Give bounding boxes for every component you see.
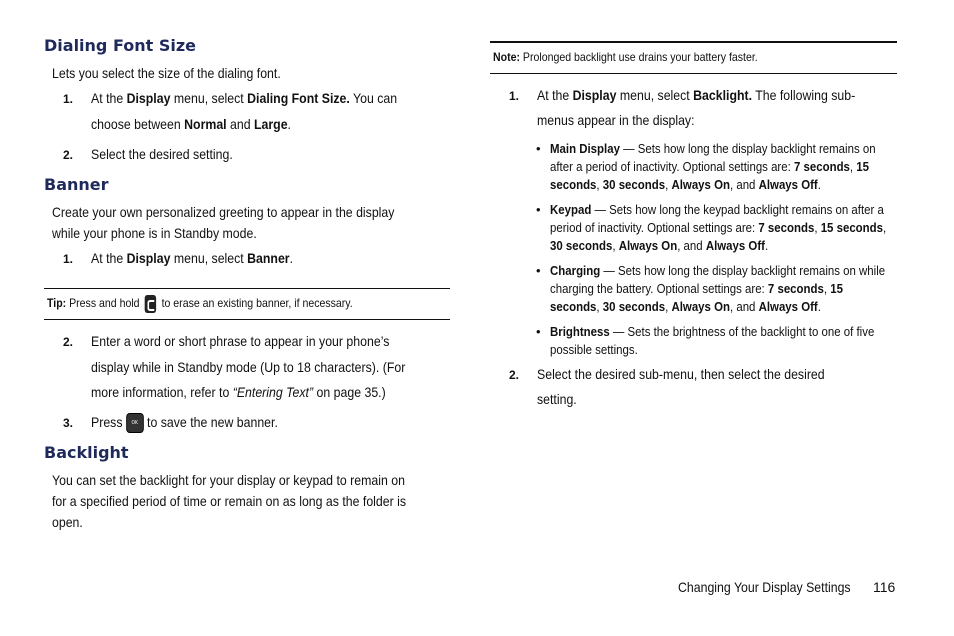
page-number: 116 [873, 579, 896, 595]
banner-step-2-line-1: Enter a word or short phrase to appear in your phone’s [91, 333, 390, 349]
step-number: 1. [509, 89, 520, 103]
banner-step-1: At the Display menu, select Banner. [91, 250, 294, 266]
clear-key-icon [145, 295, 156, 313]
dialing-intro: Lets you select the size of the dialing font. [52, 65, 281, 81]
tip-bottom-rule [44, 319, 450, 320]
banner-intro-line-1: Create your own personalized greeting to appear in the display [52, 204, 395, 220]
bullet-brightness: • Brightness — Sets the brightness of the backlight to one of five possible settings. [536, 324, 875, 357]
backlight-intro-line-1: You can set the backlight for your display or keypad to remain on [52, 472, 405, 488]
bullet-dot: • [536, 324, 541, 339]
dialing-step-2: Select the desired setting. [91, 146, 233, 162]
heading-backlight: Backlight [44, 443, 129, 462]
backlight-step-2-line-2: setting. [537, 391, 577, 407]
dialing-step-1-line-1: At the Display menu, select Dialing Font Size. You can [91, 90, 398, 106]
bullet-dot: • [536, 141, 541, 156]
backlight-intro-line-3: open. [52, 514, 83, 530]
banner-step-2-line-2: display while in Standby mode (Up to 18 characters). (For [91, 359, 406, 375]
bullet-dot: • [536, 202, 541, 217]
ok-key-icon: OK [126, 413, 144, 433]
bullet-dot: • [536, 263, 541, 278]
step-number: 2. [63, 148, 74, 162]
banner-step-3: Press OK to save the new banner. [91, 412, 303, 433]
bullet-charging: • Charging — Sets how long the display backlight remains on while charging the battery. Optional settings are: 7 seconds, 15 seconds, 30 seconds, Always On, and Always Off. [536, 263, 886, 314]
footer-section-title: Changing Your Display Settings [678, 579, 851, 595]
step-number: 1. [63, 92, 74, 106]
banner-intro-line-2: while your phone is in Standby mode. [52, 225, 257, 241]
note-bottom-rule [490, 73, 897, 74]
tip-top-rule [44, 288, 450, 289]
step-number: 1. [63, 252, 74, 266]
step-number: 3. [63, 416, 74, 430]
bullet-main-display: • Main Display — Sets how long the display backlight remains on after a period of inactivity. Optional settings are: 7 seconds, 15 seconds, 30 seconds, Always On, and Always Off. [536, 141, 876, 192]
tip-box: Tip: Press and hold to erase an existing banner, if necessary. [47, 293, 394, 313]
banner-step-2-line-3: more information, refer to “Entering Text” on page 35.) [91, 384, 386, 400]
note-top-rule [490, 41, 897, 43]
heading-dialing-font-size: Dialing Font Size [44, 36, 196, 55]
backlight-intro-line-2: for a specified period of time or remain on as long as the folder is [52, 493, 407, 509]
step-number: 2. [509, 368, 520, 382]
backlight-step-1-line-1: At the Display menu, select Backlight. The following sub- [537, 87, 856, 103]
backlight-step-2-line-1: Select the desired sub-menu, then select the desired [537, 366, 825, 382]
backlight-step-1-line-2: menus appear in the display: [537, 112, 695, 128]
note-box: Note: Prolonged backlight use drains your battery faster. [493, 50, 758, 64]
dialing-step-1-line-2: choose between Normal and Large. [91, 116, 291, 132]
bullet-keypad: • Keypad — Sets how long the keypad backlight remains on after a period of inactivity. Optional settings are: 7 seconds, 15 seconds, 30 seconds, Always On, and Always Off. [536, 202, 887, 253]
step-number: 2. [63, 335, 74, 349]
heading-banner: Banner [44, 175, 109, 194]
